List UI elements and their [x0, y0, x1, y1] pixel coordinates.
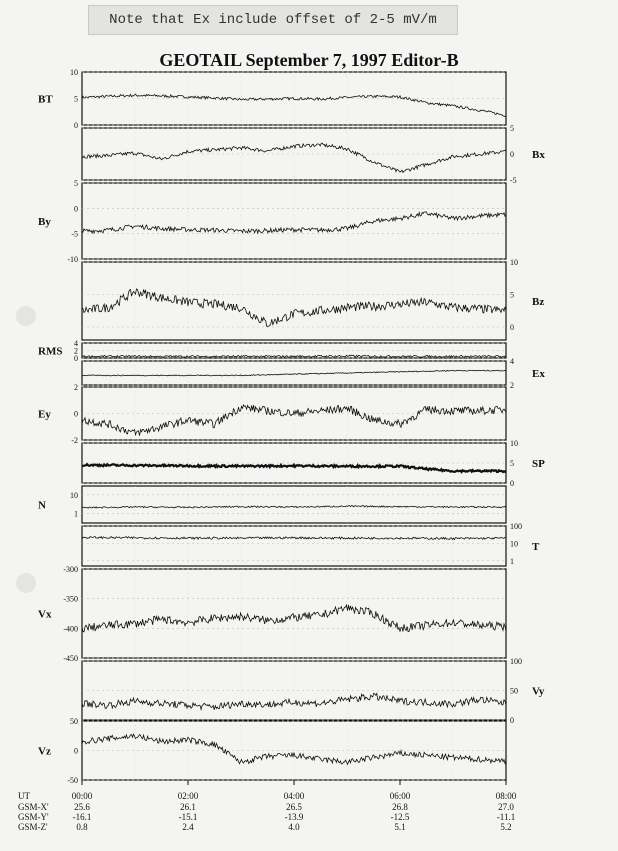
- tick-label: 50: [70, 717, 78, 726]
- tick-label: 50: [510, 686, 518, 696]
- tick-label: 2: [74, 346, 78, 356]
- tick-label: 4: [510, 357, 514, 366]
- position-value: 5.1: [394, 822, 406, 832]
- panel-label-bx: Bx: [532, 149, 545, 161]
- panel-label-vx: Vx: [38, 608, 52, 621]
- panel-label-vy: Vy: [532, 685, 545, 698]
- panel-label-ex: Ex: [532, 368, 545, 380]
- tick-label: 10: [510, 258, 518, 267]
- tick-label: 5: [74, 179, 78, 188]
- tick-label: -300: [63, 565, 78, 574]
- panel-frame-bz: [82, 262, 506, 340]
- tick-label: 0: [510, 323, 514, 332]
- tick-label: 100: [510, 657, 522, 666]
- tick-label: 5: [510, 290, 514, 300]
- tick-label: -450: [63, 654, 78, 663]
- position-value: 5.2: [500, 822, 512, 832]
- panel-frame-n: [82, 486, 506, 523]
- position-row-label: GSM-Z': [18, 822, 48, 832]
- tick-label: 5: [74, 94, 78, 104]
- chart-title: GEOTAIL September 7, 1997 Editor-B: [159, 50, 459, 70]
- series-trace-sp: [82, 464, 506, 472]
- tick-label: -400: [63, 624, 78, 634]
- axis-label-ut: UT: [18, 791, 30, 801]
- tick-label: 5: [510, 459, 514, 468]
- panel-label-n: N: [38, 499, 46, 512]
- panel-label-sp: SP: [532, 458, 545, 470]
- x-tick-label: 08:00: [495, 791, 517, 801]
- position-value: 26.5: [286, 802, 302, 812]
- position-row-label: GSM-X': [18, 802, 49, 812]
- tick-label: -5: [71, 229, 78, 239]
- tick-label: -350: [63, 594, 78, 604]
- tick-label: 0: [74, 746, 78, 756]
- tick-label: -5: [510, 176, 517, 185]
- tick-label: 0: [74, 409, 78, 419]
- tick-label: 0: [74, 121, 78, 130]
- tick-label: 2: [510, 381, 514, 390]
- tick-label: 2: [74, 383, 78, 392]
- position-value: -11.1: [496, 812, 516, 822]
- x-tick-label: 02:00: [177, 791, 199, 801]
- panel-label-bz: Bz: [532, 296, 545, 308]
- tick-label: 0: [74, 354, 78, 363]
- panel-label-ey: Ey: [38, 408, 51, 421]
- annotation-note: Note that Ex include offset of 2-5 mV/m: [88, 5, 458, 35]
- tick-label: 0: [510, 479, 514, 488]
- tick-label: 1: [74, 509, 78, 519]
- tick-label: 10: [510, 539, 518, 549]
- panel-label-vz: Vz: [38, 745, 51, 758]
- panel-label-by: By: [38, 216, 51, 228]
- tick-label: -50: [67, 776, 78, 785]
- tick-label: 1: [510, 556, 514, 566]
- x-tick-label: 06:00: [389, 791, 411, 801]
- tick-label: 100: [510, 522, 522, 531]
- position-value: -16.1: [72, 812, 92, 822]
- position-value: 25.6: [74, 802, 90, 812]
- panel-label-t: T: [532, 541, 540, 553]
- tick-label: 0: [510, 716, 514, 725]
- tick-label: 5: [510, 124, 514, 133]
- tick-label: 10: [510, 439, 518, 448]
- series-trace-by: [82, 212, 506, 234]
- tick-label: -2: [71, 436, 78, 445]
- panel-label-rms: RMS: [38, 345, 63, 358]
- tick-label: 4: [74, 339, 78, 348]
- position-value: -13.9: [284, 812, 304, 822]
- position-value: 2.4: [182, 822, 194, 832]
- position-value: 26.1: [180, 802, 196, 812]
- tick-label: 10: [70, 490, 78, 500]
- panel-label-bt: BT: [38, 93, 53, 106]
- x-tick-label: 00:00: [71, 791, 93, 801]
- tick-label: -10: [67, 255, 78, 264]
- position-row-label: GSM-Y': [18, 812, 49, 822]
- x-tick-label: 04:00: [283, 791, 305, 801]
- position-value: 27.0: [498, 802, 514, 812]
- position-value: 4.0: [288, 822, 300, 832]
- position-value: 26.8: [392, 802, 408, 812]
- tick-label: 10: [70, 68, 78, 77]
- series-trace-bt: [82, 94, 506, 116]
- position-value: -15.1: [178, 812, 198, 822]
- position-value: 0.8: [76, 822, 88, 832]
- tick-label: 0: [74, 204, 78, 214]
- tick-label: 0: [510, 150, 514, 159]
- position-value: -12.5: [390, 812, 410, 822]
